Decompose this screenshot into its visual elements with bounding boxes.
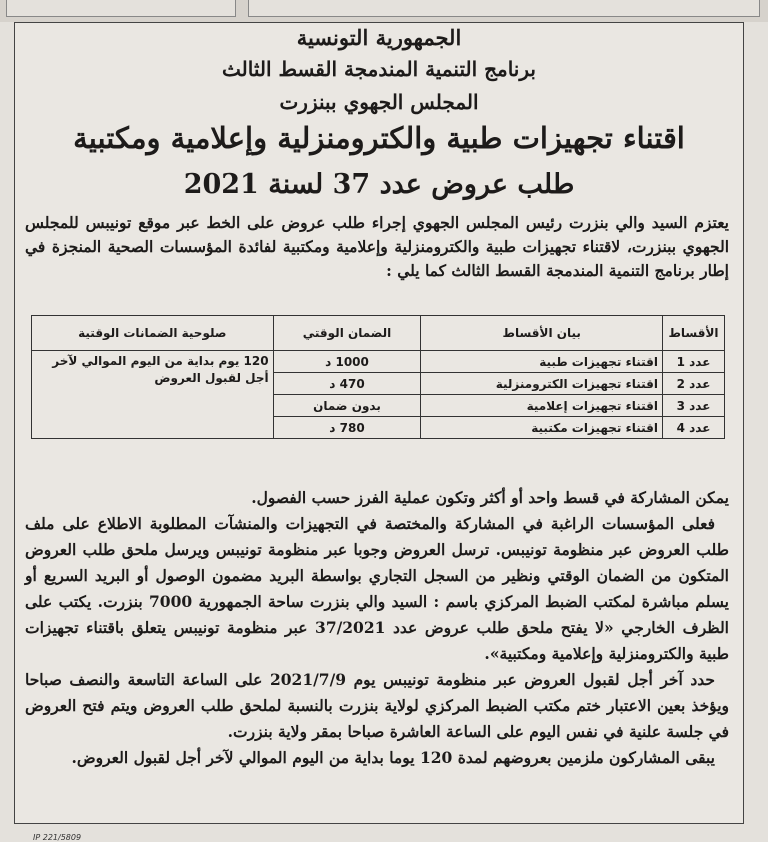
publication-reference: IP 221/5809: [33, 833, 82, 842]
tender-number: طلب عروض عدد 37 لسنة 2021: [183, 169, 575, 200]
lot-description: اقتناء تجهيزات طبية: [421, 351, 663, 373]
tender-notice: [14, 22, 744, 842]
lot-description: اقتناء تجهيزات إعلامية: [421, 395, 663, 417]
participation-paragraph: يمكن المشاركة في قسط واحد أو أكثر وتكون عملية الفرز حسب الفصول.: [251, 488, 729, 507]
lot-description: اقتناء تجهيزات الكترومنزلية: [421, 373, 663, 395]
lot-guarantee: 780 د: [273, 417, 421, 439]
table-header-row: [32, 316, 725, 351]
adjacent-page-edge: [0, 0, 768, 22]
lot-guarantee: 470 د: [273, 373, 421, 395]
council-heading: المجلس الجهوي ببنزرت: [279, 90, 479, 114]
submission-paragraph: فعلى المؤسسات الراغبة في المشاركة والمختصة في التجهيزات والمنشآت المطلوبة الاطلاع على ملف طلب العروض عبر منظومة تونيبس. ترسل العروض وجوبا عبر منظومة تونيبس ويرسل ملحق طلب العروض المتكون من الضمان الوقتي ونظير من السجل التجاري بواسطة البريد مضمون الوصول أو البريد السريع أو يسلم مباشرة لمكتب الضبط المركزي باسم : السيد والي بنزرت ساحة الجمهورية 7000 بنزرت. يكتب على الظرف الخارجي «لا يفتح ملحق طلب عروض عدد 37/2021 عبر منظومة تونيبس يتعلق باقتناء تجهيزات طبية والكترومنزلية وإعلامية ومكتبية».: [25, 514, 729, 663]
subject-title: اقتناء تجهيزات طبية والكترومنزلية وإعلامية ومكتبية: [73, 121, 685, 155]
lot-guarantee: 1000 د: [273, 351, 421, 373]
lot-number: عدد 3: [663, 395, 725, 417]
intro-paragraph: يعتزم السيد والي بنزرت رئيس المجلس الجهوي إجراء طلب عروض على الخط عبر موقع تونيبس للمجلس الجهوي ببنزرت، لاقتناء تجهيزات طبية والكترومنزلية وإعلامية ومكتبية لفائدة المؤسسات الصحية المنجزة في إطار برنامج التنمية المندمجة القسط الثالث كما يلي :: [25, 213, 729, 280]
commitment-paragraph: يبقى المشاركون ملزمين بعروضهم لمدة 120 يوما بداية من اليوم الموالي لآخر أجل لقبول العروض.: [71, 748, 715, 767]
lot-description: اقتناء تجهيزات مكتبية: [421, 417, 663, 439]
adjacent-column-right: [248, 0, 760, 17]
program-heading: برنامج التنمية المندمجة القسط الثالث: [222, 57, 536, 81]
lot-guarantee: بدون ضمان: [273, 395, 421, 417]
lot-number: عدد 1: [663, 351, 725, 373]
col-lots: الأقساط: [663, 316, 725, 351]
notice-body: [25, 485, 729, 771]
lot-number: عدد 4: [663, 417, 725, 439]
lots-table: [31, 315, 725, 439]
col-description: بيان الأقساط: [421, 316, 663, 351]
col-guarantee: الضمان الوقتي: [273, 316, 421, 351]
guarantee-validity: 120 يوم بداية من اليوم الموالي لآخر أجل لقبول العروض: [32, 351, 274, 439]
adjacent-column-left: [6, 0, 236, 17]
deadline-paragraph: حدد آخر أجل لقبول العروض عبر منظومة تونيبس يوم 2021/7/9 على الساعة التاسعة والنصف صباحا ويؤخذ بعين الاعتبار ختم مكتب الضبط المركزي لولاية بنزرت بالنسبة لملحق طلب العروض ويتم فتح العروض في جلسة علنية في نفس اليوم على الساعة العاشرة صباحا بمقر ولاية بنزرت.: [25, 670, 729, 741]
lot-number: عدد 2: [663, 373, 725, 395]
table-row: [32, 351, 725, 373]
republic-heading: الجمهورية التونسية: [296, 25, 462, 50]
col-validity: صلوحية الضمانات الوقتية: [32, 316, 274, 351]
